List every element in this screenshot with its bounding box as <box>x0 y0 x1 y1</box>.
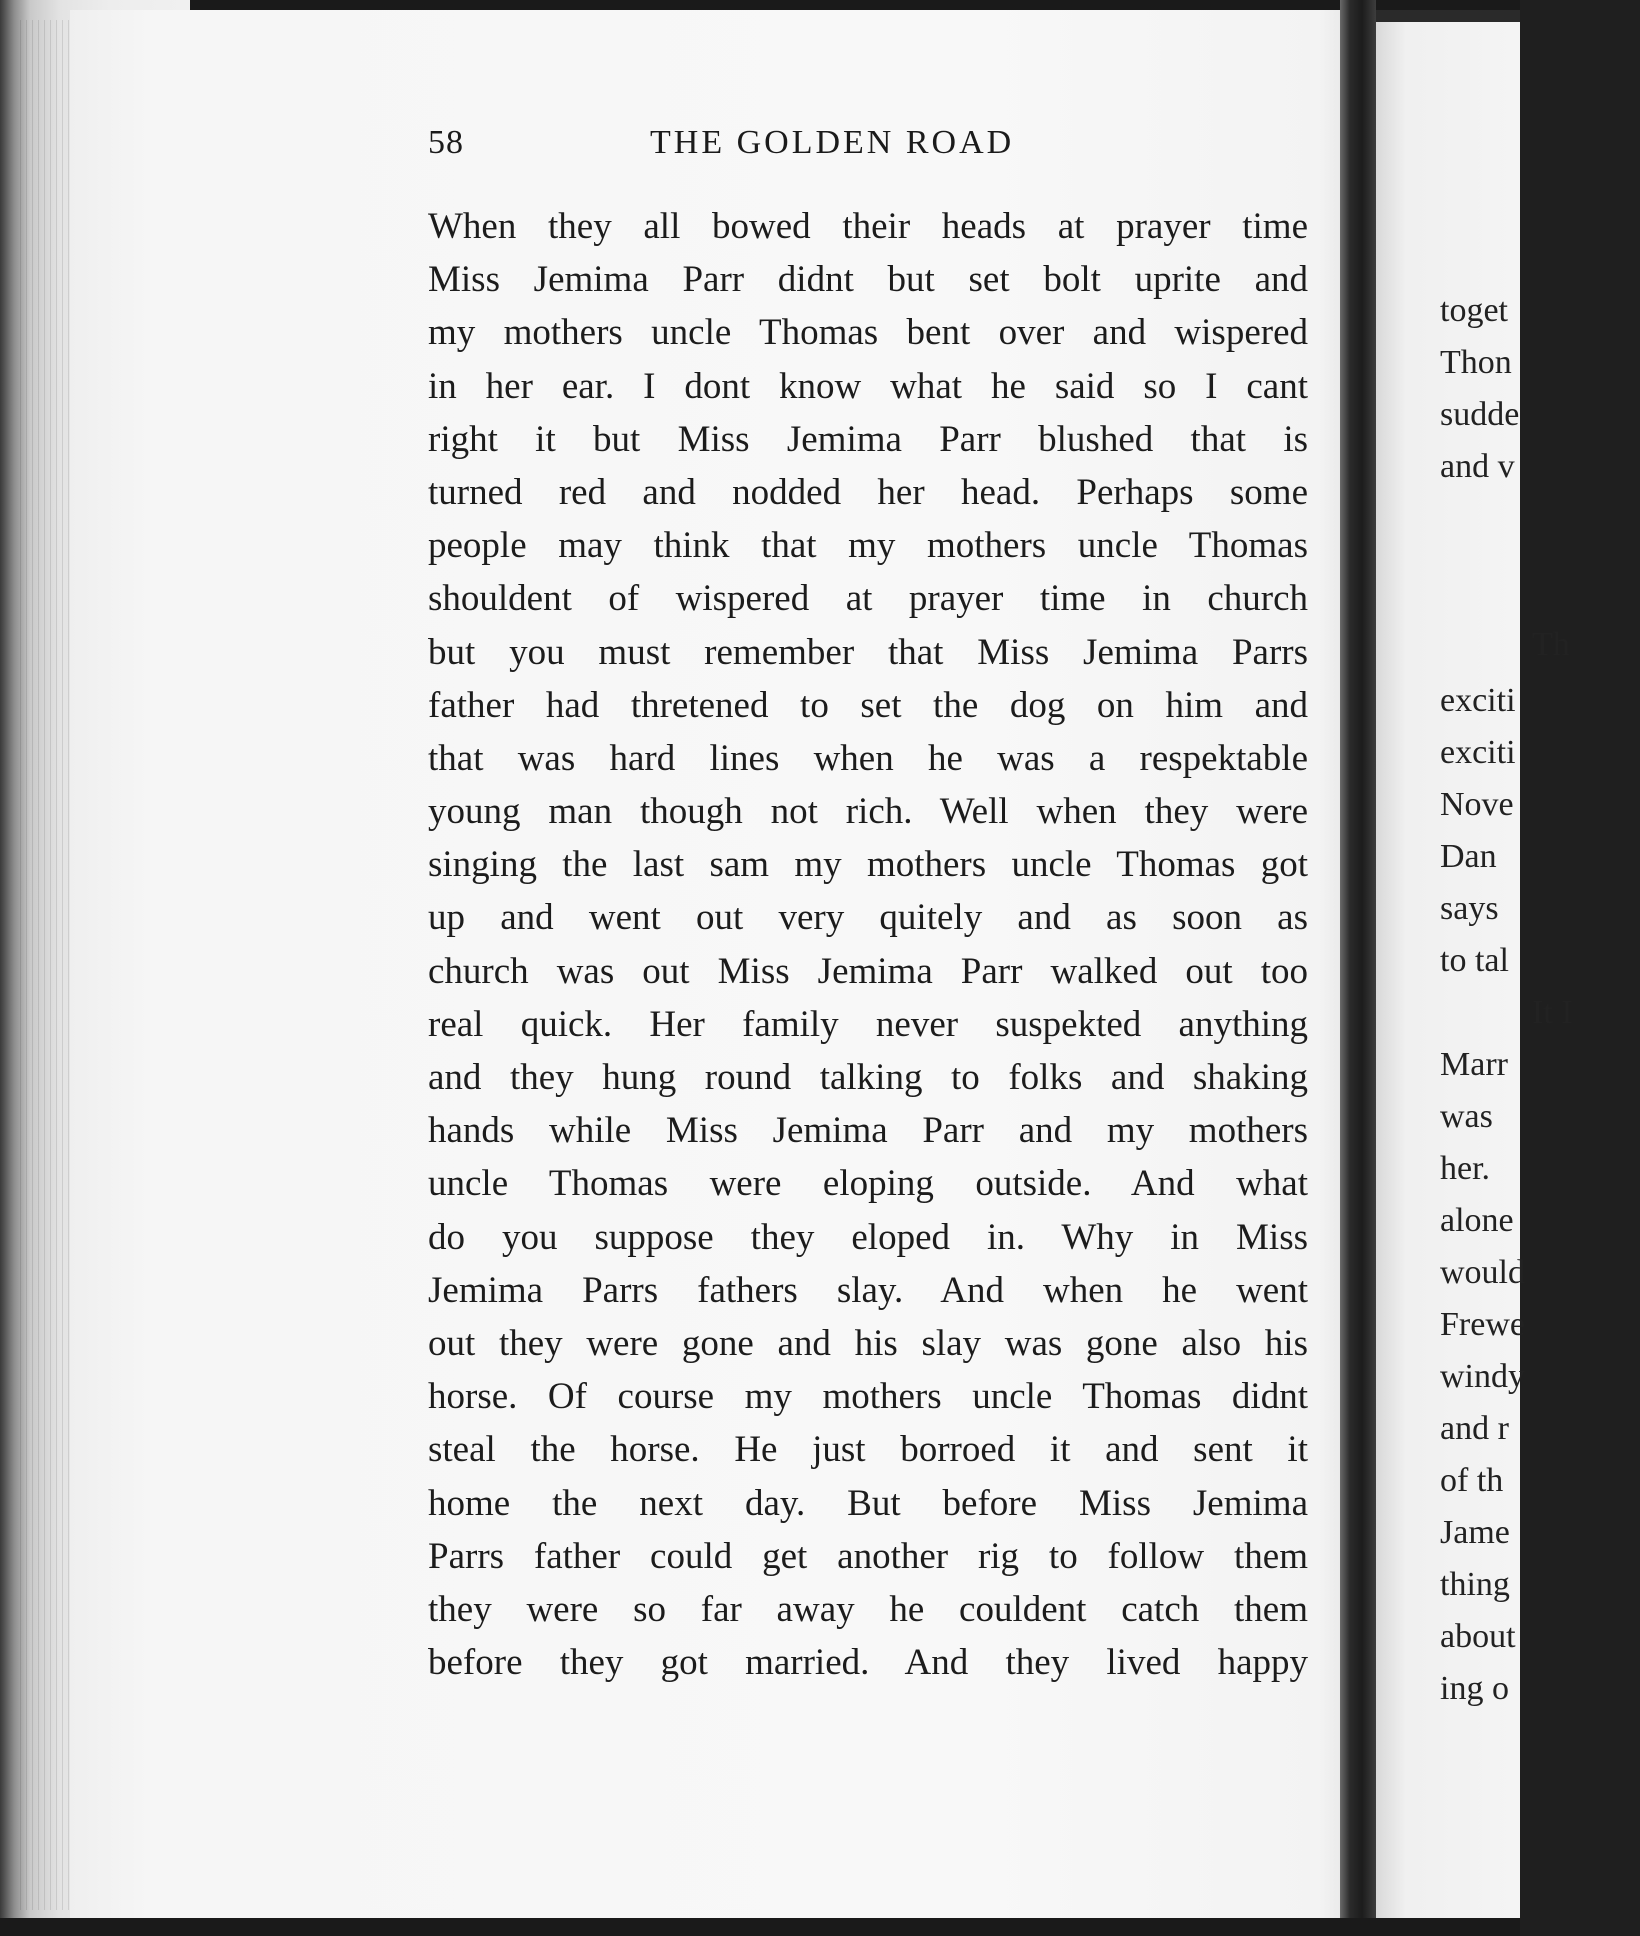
page-edge-lines <box>20 20 70 1910</box>
facing-line: exciti <box>1440 682 1516 719</box>
text-line: singing the last sam my mothers uncle Thomas got <box>428 844 1308 886</box>
text-line: Parrs father could get another rig to follow them <box>428 1535 1308 1577</box>
text-line: father had thretened to set the dog on him and <box>428 684 1308 726</box>
facing-line: windy <box>1440 1358 1525 1395</box>
text-line: and they hung round talking to folks and shaking <box>428 1057 1308 1098</box>
facing-line: Th <box>1532 626 1570 663</box>
facing-line: would <box>1440 1254 1525 1291</box>
text-line: they were so far away he couldent catch them <box>428 1588 1308 1630</box>
text-line: home the next day. But before Miss Jemima <box>428 1482 1308 1524</box>
text-line: steal the horse. He just borroed it and sent it <box>428 1429 1308 1471</box>
facing-line: toget <box>1440 292 1508 329</box>
running-head <box>428 120 1308 170</box>
facing-line: Thon <box>1440 344 1512 381</box>
facing-line: Nove <box>1440 786 1514 823</box>
facing-line: and v <box>1440 448 1515 485</box>
page-number: 58 <box>428 124 464 161</box>
text-line: before they got married. And they lived happy <box>428 1642 1308 1684</box>
facing-line: Frewe <box>1440 1306 1525 1343</box>
text-line: do you suppose they eloped in. Why in Miss <box>428 1216 1308 1258</box>
facing-line: says <box>1440 890 1499 927</box>
facing-line: to tal <box>1440 942 1509 979</box>
facing-line: It I <box>1532 994 1573 1031</box>
text-line: in her ear. I dont know what he said so I cant <box>428 365 1308 407</box>
body-text <box>428 200 1308 1689</box>
text-line: uncle Thomas were eloping outside. And what <box>428 1163 1308 1205</box>
facing-line: alone <box>1440 1202 1514 1239</box>
facing-line: thing <box>1440 1566 1510 1603</box>
text-line: turned red and nodded her head. Perhaps some <box>428 471 1308 513</box>
facing-line: about <box>1440 1618 1516 1655</box>
facing-line: Dan <box>1440 838 1497 875</box>
text-line: shouldent of wispered at prayer time in church <box>428 578 1308 620</box>
text-line: Jemima Parrs fathers slay. And when he went <box>428 1269 1308 1311</box>
facing-line: sudde <box>1440 396 1520 433</box>
text-line: real quick. Her family never suspekted anything <box>428 1003 1308 1045</box>
text-line: that was hard lines when he was a respektable <box>428 737 1308 779</box>
facing-line: was <box>1440 1098 1493 1135</box>
text-line: right it but Miss Jemima Parr blushed that is <box>428 418 1308 460</box>
text-line: Miss Jemima Parr didnt but set bolt uprite and <box>428 259 1308 301</box>
facing-line: ing o <box>1440 1670 1509 1707</box>
text-line: out they were gone and his slay was gone also his <box>428 1322 1308 1364</box>
running-title: THE GOLDEN ROAD <box>650 124 1015 161</box>
text-line: up and went out very quitely and as soon as <box>428 897 1308 939</box>
text-line: but you must remember that Miss Jemima Parrs <box>428 631 1308 673</box>
facing-line: of th <box>1440 1462 1504 1499</box>
facing-line: exciti <box>1440 734 1516 771</box>
text-line: horse. Of course my mothers uncle Thomas didnt <box>428 1376 1308 1418</box>
text-line: church was out Miss Jemima Parr walked out too <box>428 950 1308 992</box>
text-line: When they all bowed their heads at prayer time <box>428 206 1308 247</box>
facing-line: Jame <box>1440 1514 1510 1551</box>
scan-top-border <box>0 0 1520 10</box>
text-line: my mothers uncle Thomas bent over and wispered <box>428 312 1308 354</box>
facing-page <box>1376 22 1573 1936</box>
facing-line: Marr <box>1440 1046 1508 1083</box>
facing-line: and r <box>1440 1410 1509 1447</box>
book-gutter <box>1340 0 1376 1936</box>
text-line: hands while Miss Jemima Parr and my mothers <box>428 1110 1308 1152</box>
facing-line: her. <box>1440 1150 1491 1187</box>
text-line: young man though not rich. Well when they were <box>428 791 1308 833</box>
text-line: people may think that my mothers uncle Thomas <box>428 525 1308 567</box>
scan-bottom-border <box>0 1918 1520 1936</box>
